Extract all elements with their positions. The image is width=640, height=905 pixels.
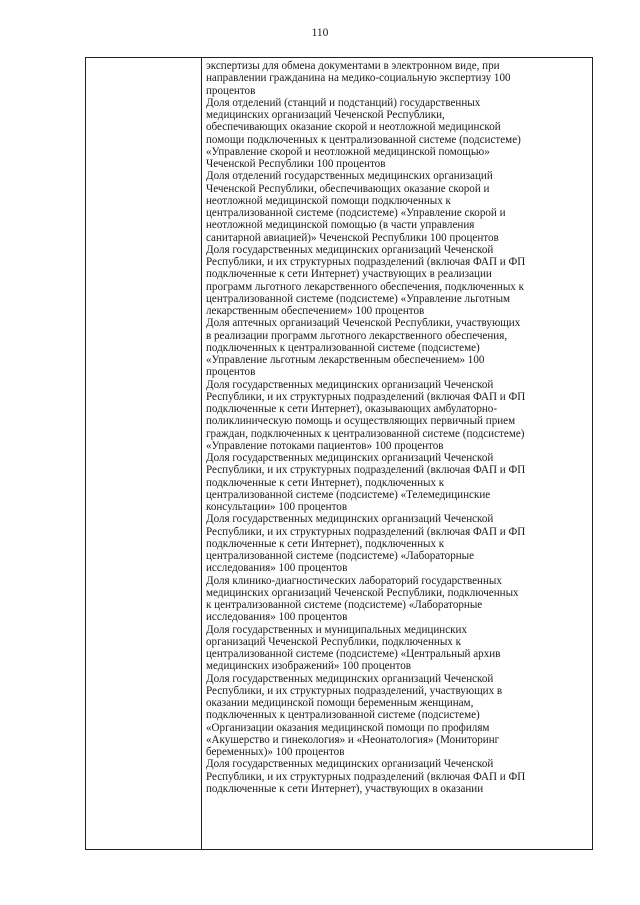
text-line: централизованной системе (подсистеме) «Лабораторные bbox=[206, 550, 475, 562]
text-line: Доля государственных медицинских организаций Чеченской bbox=[206, 672, 494, 685]
indicator-paragraph bbox=[206, 97, 592, 171]
text-line: процентов bbox=[206, 366, 256, 379]
document-table bbox=[85, 57, 593, 850]
text-line: граждан, подключенных к централизованной системе (подсистеме) bbox=[206, 427, 525, 440]
indicator-paragraph bbox=[206, 513, 592, 574]
text-line: поликлиническую помощь и осуществляющих первичный прием bbox=[206, 415, 516, 428]
indicator-paragraph bbox=[206, 758, 592, 795]
text-line: организаций Чеченской Республики, подключенных к bbox=[206, 635, 461, 648]
indicator-paragraph bbox=[206, 575, 592, 624]
text-line: «Акушерство и гинекология» и «Неонатология» (Мониторинг bbox=[206, 733, 500, 746]
text-line: Республики, и их структурных подразделений (включая ФАП и ФП bbox=[206, 256, 526, 268]
text-line: Республики, и их структурных подразделений, участвующих в bbox=[206, 684, 503, 697]
text-line: централизованной системе (подсистеме) «Центральный архив bbox=[206, 648, 501, 660]
text-line: беременных)» 100 процентов bbox=[206, 746, 345, 758]
page-number: 110 bbox=[311, 27, 329, 39]
text-line: помощи подключенных к централизованной системе (подсистеме) bbox=[206, 133, 521, 146]
text-line: «Организации оказания медицинской помощи по профилям bbox=[206, 721, 490, 734]
text-line: Доля клинико-диагностических лабораторий государственных bbox=[206, 574, 502, 587]
text-line: Доля аптечных организаций Чеченской Республики, участвующих bbox=[206, 317, 521, 330]
text-line: Чеченской Республики 100 процентов bbox=[206, 158, 386, 170]
indicator-paragraph bbox=[206, 317, 592, 378]
table-left-column bbox=[86, 58, 202, 849]
text-line: централизованной системе (подсистеме) «Управление льготным bbox=[206, 292, 511, 305]
text-line: направлении гражданина на медико-социальную экспертизу 100 bbox=[206, 72, 511, 85]
text-line: Доля государственных и муниципальных медицинских bbox=[206, 623, 468, 636]
text-line: в реализации программ льготного лекарственного обеспечения, bbox=[206, 329, 508, 342]
text-line: Доля государственных медицинских организаций Чеченской bbox=[206, 758, 494, 771]
text-line: Доля государственных медицинских организаций Чеченской bbox=[206, 452, 494, 464]
text-line: медицинских организаций Чеченской Республики, bbox=[206, 109, 445, 121]
text-line: к централизованной системе (подсистеме) «Лабораторные bbox=[206, 599, 483, 611]
text-line: программ льготного лекарственного обеспечения, подключенных к bbox=[206, 280, 525, 293]
indicator-paragraph bbox=[206, 624, 592, 673]
text-line: подключенные к сети Интернет), участвующих в оказании bbox=[206, 782, 484, 795]
indicator-paragraph bbox=[206, 170, 592, 244]
text-line: исследования» 100 процентов bbox=[206, 611, 348, 624]
text-line: санитарной авиацией)» Чеченской Республики 100 процентов bbox=[206, 231, 499, 244]
text-line: подключенных к централизованной системе (подсистеме) bbox=[206, 709, 480, 722]
indicator-paragraph bbox=[206, 673, 592, 759]
text-line: медицинских организаций Чеченской Республики, подключенных bbox=[206, 586, 519, 599]
text-line: подключенные к сети Интернет), оказывающих амбулаторно- bbox=[206, 403, 498, 415]
indicator-paragraph bbox=[206, 244, 592, 318]
text-line: экспертизы для обмена документами в электронном виде, при bbox=[206, 60, 500, 72]
text-line: «Управление льготным лекарственным обеспечением» 100 bbox=[206, 354, 485, 366]
text-line: исследования» 100 процентов bbox=[206, 562, 348, 575]
indicator-paragraph bbox=[206, 452, 592, 513]
text-line: Доля отделений (станций и подстанций) государственных bbox=[206, 96, 481, 109]
text-line: подключенные к сети Интернет), подключенных к bbox=[206, 476, 445, 489]
text-line: консультации» 100 процентов bbox=[206, 501, 348, 513]
text-line: оказании медицинской помощи беременным женщинам, bbox=[206, 697, 474, 709]
text-line: Доля государственных медицинских организаций Чеченской bbox=[206, 243, 494, 256]
text-line: централизованной системе (подсистеме) «Управление скорой и bbox=[206, 207, 506, 219]
text-line: процентов bbox=[206, 84, 256, 97]
text-line: Республики, и их структурных подразделений (включая ФАП и ФП bbox=[206, 464, 526, 477]
text-line: лекарственным обеспечением» 100 процентов bbox=[206, 305, 425, 317]
text-line: подключенные к сети Интернет) участвующих в реализации bbox=[206, 268, 492, 281]
indicator-paragraph bbox=[206, 379, 592, 453]
text-line: «Управление скорой и неотложной медицинской помощью» bbox=[206, 145, 490, 158]
text-line: неотложной медицинской помощи подключенных к bbox=[206, 194, 451, 207]
text-line: Республики, и их структурных подразделений (включая ФАП и ФП bbox=[206, 390, 526, 403]
text-line: централизованной системе (подсистеме) «Телемедицинские bbox=[206, 488, 491, 501]
text-line: подключенных к централизованной системе (подсистеме) bbox=[206, 341, 480, 354]
text-line: обеспечивающих оказание скорой и неотложной медицинской bbox=[206, 121, 501, 134]
text-line: Чеченской Республики, обеспечивающих оказание скорой и bbox=[206, 182, 490, 195]
table-right-column bbox=[202, 58, 592, 849]
text-line: подключенные к сети Интернет), подключенных к bbox=[206, 537, 445, 550]
text-line: Республики, и их структурных подразделений (включая ФАП и ФП bbox=[206, 770, 526, 783]
text-line: Доля государственных медицинских организаций Чеченской bbox=[206, 513, 494, 526]
text-line: Доля отделений государственных медицинских организаций bbox=[206, 170, 493, 183]
indicator-paragraph bbox=[206, 60, 592, 97]
text-line: «Управление потоками пациентов» 100 процентов bbox=[206, 439, 444, 452]
text-line: медицинских изображений» 100 процентов bbox=[206, 660, 411, 673]
text-line: Доля государственных медицинских организаций Чеченской bbox=[206, 378, 494, 391]
text-line: Республики, и их структурных подразделений (включая ФАП и ФП bbox=[206, 525, 526, 538]
text-line: неотложной медицинской помощью (в части управления bbox=[206, 219, 475, 232]
